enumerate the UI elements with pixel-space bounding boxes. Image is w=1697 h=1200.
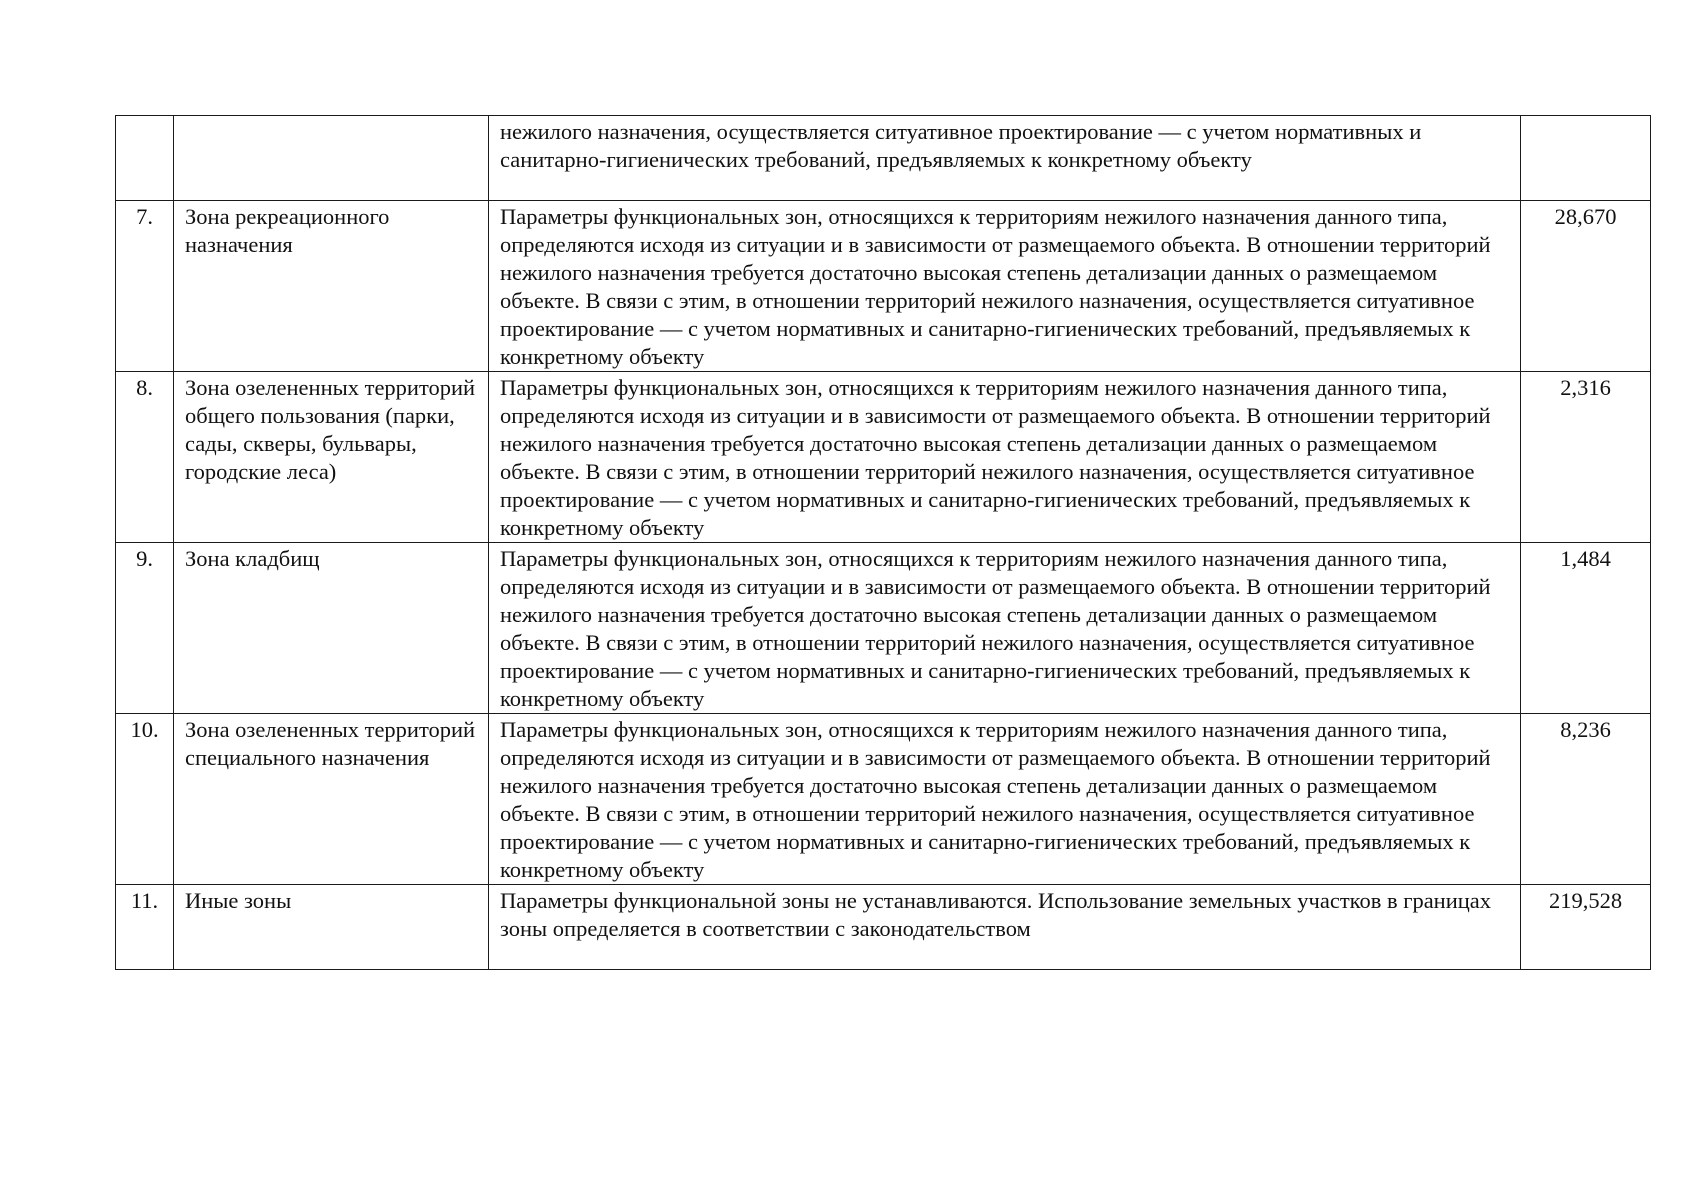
zone-name-cell <box>174 372 489 543</box>
row-number-cell <box>116 885 174 970</box>
zone-area: 219,528 <box>1548 888 1623 913</box>
zone-area <box>1521 116 1650 118</box>
row-number: 11. <box>130 888 159 913</box>
zone-params-cell <box>489 201 1521 372</box>
zone-params-cell <box>489 543 1521 714</box>
row-number <box>116 116 173 118</box>
zone-name: Иные зоны <box>185 888 292 913</box>
zone-params-cell <box>489 372 1521 543</box>
zone-area-cell <box>1521 116 1651 201</box>
zone-params: нежилого назначения, осуществляется ситуативное проектирование — с учетом нормативных и санитарно-гигиенических требований, предъявляемых к конкретному объекту <box>500 119 1422 172</box>
table-row <box>116 543 1651 714</box>
zone-name-cell <box>174 201 489 372</box>
zone-name: Зона рекреационного назначения <box>185 204 390 257</box>
zone-params-cell <box>489 885 1521 970</box>
zone-area-cell <box>1521 543 1651 714</box>
zone-area: 8,236 <box>1560 717 1611 742</box>
zone-area: 28,670 <box>1554 204 1617 229</box>
zone-area-cell <box>1521 372 1651 543</box>
zone-params: Параметры функциональных зон, относящихся к территориям нежилого назначения данного типа, определяются исходя из ситуации и в зависимости от размещаемого объекта. В отношении территорий нежилого назначения требуется достаточно высокая степень детализации данных о размещаемом объекте. В связи с этим, в отношении территорий нежилого назначения, осуществляется ситуативное проектирование — с учетом нормативных и санитарно-гигиенических требований, предъявляемых к конкретному объекту <box>500 375 1491 540</box>
row-number-cell <box>116 116 174 201</box>
row-number-cell <box>116 201 174 372</box>
zone-name: Зона озелененных территорий специального назначения <box>185 717 476 770</box>
zone-params: Параметры функциональных зон, относящихся к территориям нежилого назначения данного типа, определяются исходя из ситуации и в зависимости от размещаемого объекта. В отношении территорий нежилого назначения требуется достаточно высокая степень детализации данных о размещаемом объекте. В связи с этим, в отношении территорий нежилого назначения, осуществляется ситуативное проектирование — с учетом нормативных и санитарно-гигиенических требований, предъявляемых к конкретному объекту <box>500 546 1491 711</box>
row-number-cell <box>116 543 174 714</box>
table-row <box>116 714 1651 885</box>
zone-params-cell <box>489 116 1521 201</box>
zone-area-cell <box>1521 885 1651 970</box>
table-row <box>116 201 1651 372</box>
zone-name-cell <box>174 116 489 201</box>
row-number: 10. <box>130 717 159 742</box>
zone-name-cell <box>174 543 489 714</box>
row-number: 7. <box>136 204 153 229</box>
row-number: 8. <box>136 375 153 400</box>
table-row <box>116 372 1651 543</box>
functional-zones-table <box>115 115 1651 970</box>
zone-area: 2,316 <box>1560 375 1611 400</box>
zone-params: Параметры функциональных зон, относящихся к территориям нежилого назначения данного типа, определяются исходя из ситуации и в зависимости от размещаемого объекта. В отношении территорий нежилого назначения требуется достаточно высокая степень детализации данных о размещаемом объекте. В связи с этим, в отношении территорий нежилого назначения, осуществляется ситуативное проектирование — с учетом нормативных и санитарно-гигиенических требований, предъявляемых к конкретному объекту <box>500 204 1491 369</box>
zone-area: 1,484 <box>1560 546 1611 571</box>
row-number-cell <box>116 714 174 885</box>
zone-params-cell <box>489 714 1521 885</box>
zone-area-cell <box>1521 201 1651 372</box>
zone-name <box>185 116 482 118</box>
zone-name-cell <box>174 714 489 885</box>
zone-params: Параметры функциональных зон, относящихся к территориям нежилого назначения данного типа, определяются исходя из ситуации и в зависимости от размещаемого объекта. В отношении территорий нежилого назначения требуется достаточно высокая степень детализации данных о размещаемом объекте. В связи с этим, в отношении территорий нежилого назначения, осуществляется ситуативное проектирование — с учетом нормативных и санитарно-гигиенических требований, предъявляемых к конкретному объекту <box>500 717 1491 882</box>
table-row-continuation <box>116 116 1651 201</box>
zone-name: Зона озелененных территорий общего пользования (парки, сады, скверы, бульвары, городские леса) <box>185 375 476 484</box>
zone-name-cell <box>174 885 489 970</box>
zone-params: Параметры функциональной зоны не устанавливаются. Использование земельных участков в границах зоны определяется в соответствии с законодательством <box>500 888 1492 941</box>
row-number: 9. <box>136 546 153 571</box>
row-number-cell <box>116 372 174 543</box>
zone-name: Зона кладбищ <box>185 546 320 571</box>
zone-area-cell <box>1521 714 1651 885</box>
table-row <box>116 885 1651 970</box>
